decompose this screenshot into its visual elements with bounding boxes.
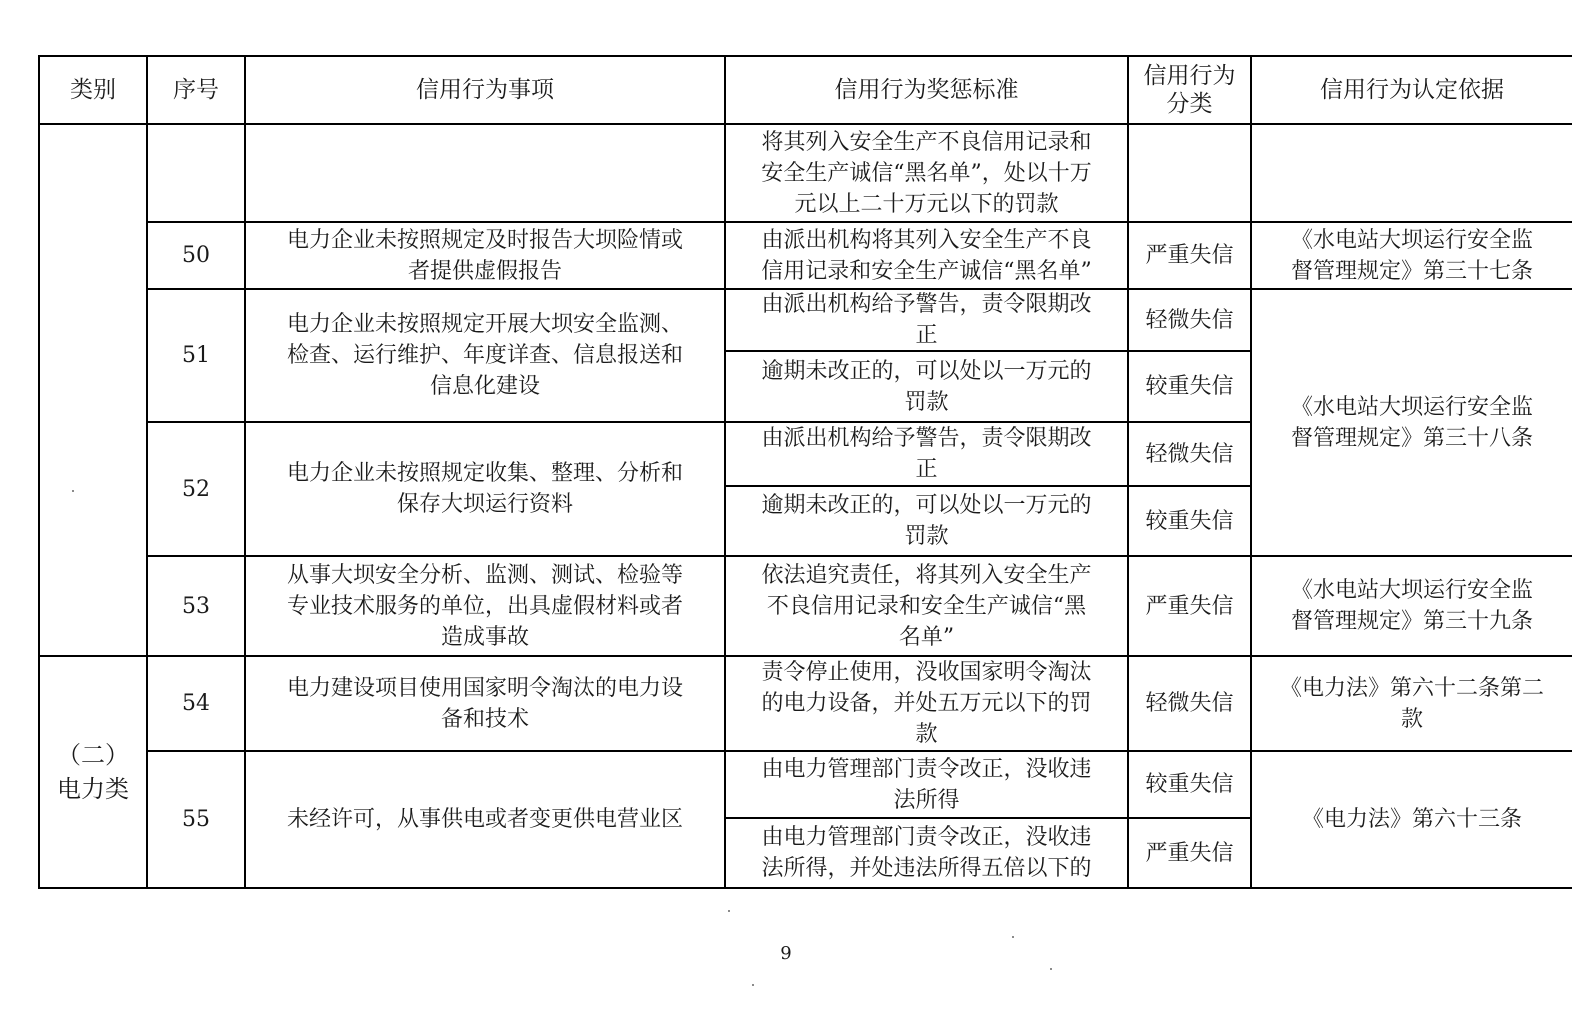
row-55-class-b: 严重失信: [1129, 819, 1252, 889]
row-52-item: 电力企业未按照规定收集、整理、分析和 保存大坝运行资料: [246, 423, 726, 557]
row-51-standard-b: 逾期未改正的，可以处以一万元的 罚款: [726, 352, 1129, 423]
page-number: 9: [780, 943, 792, 964]
category-cell-1: [38, 125, 148, 657]
row-50-standard: 由派出机构将其列入安全生产不良 信用记录和安全生产诚信“黑名单”: [726, 223, 1129, 290]
row-55-class-a: 较重失信: [1129, 752, 1252, 819]
row-52-standard-a: 由派出机构给予警告，责令限期改 正: [726, 423, 1129, 487]
continuation-item: [246, 125, 726, 223]
row-54-standard: 责令停止使用，没收国家明令淘汰 的电力设备，并处五万元以下的罚 款: [726, 657, 1129, 752]
scan-speck: [1012, 936, 1014, 938]
row-53-basis: 《水电站大坝运行安全监 督管理规定》第三十九条: [1252, 557, 1572, 657]
row-51-seq: 51: [148, 290, 246, 423]
credit-behavior-table: [38, 55, 1572, 889]
header-item: 信用行为事项: [246, 55, 726, 125]
continuation-basis: [1252, 125, 1572, 223]
scan-speck: [1050, 968, 1052, 970]
row-53-class: 严重失信: [1129, 557, 1252, 657]
header-basis: 信用行为认定依据: [1252, 55, 1572, 125]
row-54-class: 轻微失信: [1129, 657, 1252, 752]
row-51-class-b: 较重失信: [1129, 352, 1252, 423]
row-51-class-a: 轻微失信: [1129, 290, 1252, 352]
row-50-seq: 50: [148, 223, 246, 290]
row-52-class-a: 轻微失信: [1129, 423, 1252, 487]
header-classification: 信用行为 分类: [1129, 55, 1252, 125]
header-standard: 信用行为奖惩标准: [726, 55, 1129, 125]
category-cell-2: （二） 电力类: [38, 657, 148, 889]
scan-speck: [728, 910, 730, 912]
row-53-seq: 53: [148, 557, 246, 657]
scan-speck: [72, 490, 74, 492]
row-55-seq: 55: [148, 752, 246, 889]
row-54-basis: 《电力法》第六十二条第二 款: [1252, 657, 1572, 752]
row-50-basis: 《水电站大坝运行安全监 督管理规定》第三十七条: [1252, 223, 1572, 290]
header-seq: 序号: [148, 55, 246, 125]
row-51-standard-a: 由派出机构给予警告，责令限期改 正: [726, 290, 1129, 352]
continuation-standard: 将其列入安全生产不良信用记录和 安全生产诚信“黑名单”，处以十万 元以上二十万元以下的罚款: [726, 125, 1129, 223]
row-55-standard-a: 由电力管理部门责令改正，没收违 法所得: [726, 752, 1129, 819]
row-52-seq: 52: [148, 423, 246, 557]
row-50-class: 严重失信: [1129, 223, 1252, 290]
continuation-seq: [148, 125, 246, 223]
row-51-item: 电力企业未按照规定开展大坝安全监测、 检查、运行维护、年度详查、信息报送和 信息化建设: [246, 290, 726, 423]
row-53-item: 从事大坝安全分析、监测、测试、检验等 专业技术服务的单位，出具虚假材料或者 造成事故: [246, 557, 726, 657]
row-55-standard-b: 由电力管理部门责令改正，没收违 法所得，并处违法所得五倍以下的: [726, 819, 1129, 889]
row-52-class-b: 较重失信: [1129, 487, 1252, 557]
row-55-basis: 《电力法》第六十三条: [1252, 752, 1572, 889]
row-55-item: 未经许可，从事供电或者变更供电营业区: [246, 752, 726, 889]
row-54-seq: 54: [148, 657, 246, 752]
row-54-item: 电力建设项目使用国家明令淘汰的电力设 备和技术: [246, 657, 726, 752]
row-50-item: 电力企业未按照规定及时报告大坝险情或 者提供虚假报告: [246, 223, 726, 290]
row-52-standard-b: 逾期未改正的，可以处以一万元的 罚款: [726, 487, 1129, 557]
header-category: 类别: [38, 55, 148, 125]
row-53-standard: 依法追究责任，将其列入安全生产 不良信用记录和安全生产诚信“黑 名单”: [726, 557, 1129, 657]
row-51-52-basis: 《水电站大坝运行安全监 督管理规定》第三十八条: [1252, 290, 1572, 557]
continuation-class: [1129, 125, 1252, 223]
scan-speck: [752, 984, 754, 986]
